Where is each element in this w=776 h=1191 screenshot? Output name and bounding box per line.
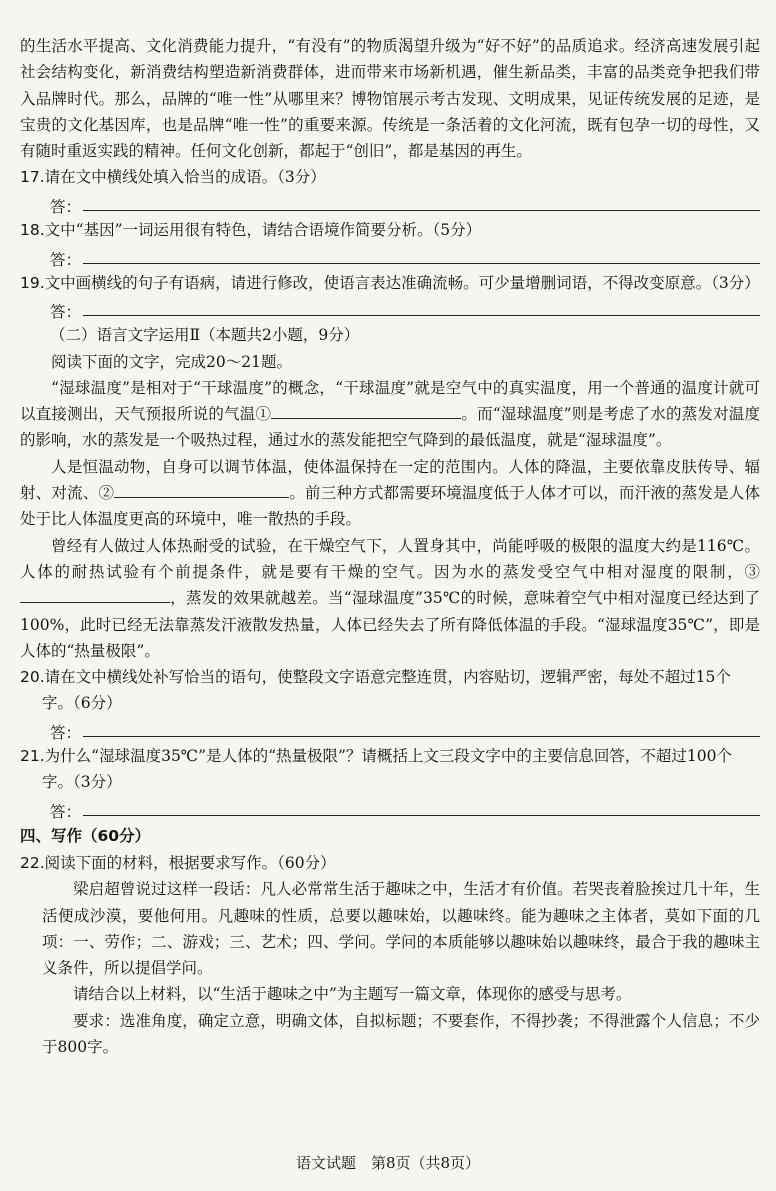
question-text: 阅读下面的材料，根据要求写作。（60分） <box>44 853 336 872</box>
question-number: 18. <box>20 221 45 240</box>
answer-label: 答： <box>50 724 82 743</box>
subsection-intro: 阅读下面的文字，完成20～21题。 <box>51 352 292 371</box>
paragraph-text: 。而“湿球温度”则是考虑了水的蒸发对温度的影响，水的蒸发是一个吸热过程，通过水的蒸发能把空气降到的最低温度，就是“湿球温度”。 <box>20 405 760 450</box>
fill-blank-1[interactable] <box>271 402 461 419</box>
answer-label: 答： <box>50 250 82 269</box>
question-text: 文中画横线的句子有语病，请进行修改，使语言表达准确流畅。可少量增删词语，不得改变原意。（3分） <box>44 273 760 292</box>
fill-blank-3[interactable] <box>20 586 170 603</box>
answer-label: 答： <box>50 198 82 217</box>
answer-line-19[interactable] <box>20 296 760 322</box>
question-text: 请在文中横线处补写恰当的语句，使整段文字语意完整连贯，内容贴切，逻辑严密，每处不超过15个字。（6分） <box>42 668 731 713</box>
question-number: 19. <box>20 273 45 292</box>
question-number: 20. <box>20 668 45 687</box>
question-21 <box>20 743 760 796</box>
answer-label: 答： <box>50 303 82 322</box>
answer-rule <box>83 263 760 264</box>
question-number: 21. <box>20 747 45 766</box>
question-18 <box>20 217 760 243</box>
question-22 <box>20 850 760 876</box>
answer-rule <box>83 815 760 816</box>
reading-paragraph-2 <box>20 454 760 533</box>
answer-label: 答： <box>50 802 82 821</box>
reading-paragraph-1 <box>20 375 760 454</box>
page-footer: 语文试题 第8页（共8页） <box>295 1154 481 1172</box>
question-text: 请在文中横线处填入恰当的成语。（3分） <box>44 168 326 187</box>
answer-line-20[interactable] <box>20 717 760 743</box>
writing-task: 请结合以上材料，以“生活于趣味之中”为主题写一篇文章，体现你的感受与思考。 <box>73 985 632 1004</box>
paragraph-text: 。前三种方式都需要环境温度低于人体才可以，而汗液的蒸发是人体处于比人体温度更高的环境中，唯一散热的手段。 <box>20 484 760 529</box>
answer-line-18[interactable] <box>20 243 760 269</box>
answer-line-17[interactable] <box>20 191 760 217</box>
answer-rule <box>83 210 760 211</box>
question-20 <box>20 664 760 717</box>
question-text: 为什么“湿球温度35℃”是人体的“热量极限”？请概括上文三段文字中的主要信息回答，不超过100个字。（3分） <box>42 747 733 792</box>
paragraph-text: “湿球温度”是相对于“干球温度”的概念，“干球温度”就是空气中的真实温度，用一个普通的温度计就可以直接测出，天气预报所说的气温① <box>20 378 760 424</box>
fill-blank-2[interactable] <box>114 481 289 498</box>
writing-material: 梁启超曾说过这样一段话：凡人必常常生活于趣味之中，生活才有价值。若哭丧着脸挨过几十年，生活便成沙漠，要他何用。凡趣味的性质，总要以趣味始，以趣味终。能为趣味之主体者，莫如下面的几项：一、劳作；二、游戏；三、艺术；四、学问。学问的本质能够以趣味始以趣味终，最合于我的趣味主义条件，所以提倡学问。 <box>42 880 760 978</box>
answer-line-21[interactable] <box>20 796 760 822</box>
writing-requirements: 要求：选准角度，确定立意，明确文体，自拟标题；不要套作，不得抄袭；不得泄露个人信息；不少于800字。 <box>42 1011 760 1056</box>
answer-rule <box>83 736 760 737</box>
subsection-heading: （二）语言文字运用Ⅱ（本题共2小题，9分） <box>50 326 360 345</box>
question-19 <box>20 270 760 296</box>
reading-paragraph-3 <box>20 533 760 664</box>
question-17 <box>20 164 760 190</box>
paragraph-text: ，蒸发的效果就越差。当“湿球温度”35℃的时候，意味着空气中相对湿度已经达到了100%，此时已经无法靠蒸发汗液散发热量，人体已经失去了所有降低体温的手段。“湿球温度35℃”，即是人体的“热量极限”。 <box>20 589 760 660</box>
paragraph-text: 曾经有人做过人体热耐受的试验，在干燥空气下，人置身其中，尚能呼吸的极限的温度大约是116℃。人体的耐热试验有个前提条件，就是要有干燥的空气。因为水的蒸发受空气中相对湿度的限制，③ <box>20 536 760 581</box>
paragraph-text: 人是恒温动物，自身可以调节体温，使体温保持在一定的范围内。人体的降温，主要依靠皮肤传导、辐射、对流、② <box>20 457 760 503</box>
passage-continuation: 的生活水平提高、文化消费能力提升，“有没有”的物质渴望升级为“好不好”的品质追求。经济高速发展引起社会结构变化，新消费结构塑造新消费群体，进而带来市场新机遇，催生新品类，丰富的品类竞争把我们带入品牌时代。那么，品牌的“唯一性”从哪里来？博物馆展示考古发现、文明成果，见证传统发展的足迹，是宝贵的文化基因库，也是品牌“唯一性”的重要来源。传统是一条活着的文化河流，既有包孕一切的母性，又有随时重返实践的精神。任何文化创新，都起于“创旧”，都是基因的再生。 <box>20 37 760 161</box>
section-heading-writing: 四、写作（60分） <box>20 826 151 845</box>
answer-rule <box>83 315 760 316</box>
question-number: 22. <box>20 853 45 872</box>
question-number: 17. <box>20 168 45 187</box>
question-text: 文中“基因”一词运用很有特色，请结合语境作简要分析。（5分） <box>44 221 482 240</box>
